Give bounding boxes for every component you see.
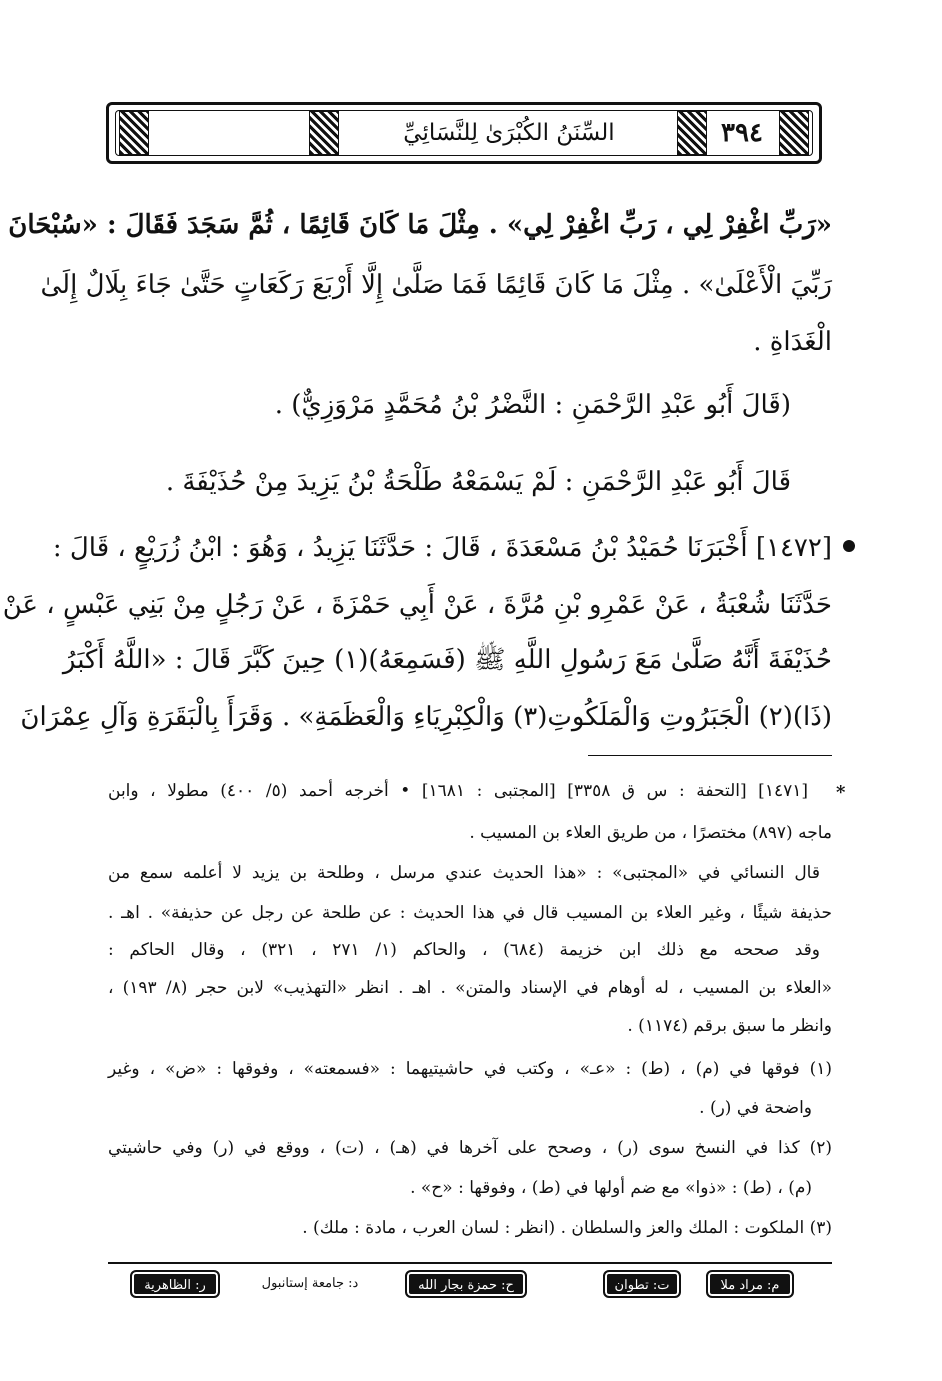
- footnote-line: [١٤٧١] [التحفة : س ق ٣٣٥٨] [المجتبى : ١٦٨١] • أخرجه أحمد (٥/ ٤٠٠) مطولا ، وابن: [108, 781, 808, 801]
- footnote-line: وقد صححه مع ذلك ابن خزيمة (٦٨٤) ، والحاكم (١/ ٢٧١ ، ٣٢١) ، وقال الحاكم :: [108, 940, 820, 960]
- main-text-line: [١٤٧٢] أَخْبَرَنَا حُمَيْدُ بْنُ مَسْعَدَةَ ، قَالَ : حَدَّثَنَا يَزِيدُ ، وَهُوَ : ابْنُ زُرَيْعٍ ، قَالَ :: [52, 533, 832, 563]
- main-text-line: الْغَدَاةِ .: [753, 327, 832, 357]
- ornament-icon: [119, 111, 149, 155]
- footnote-line: (١) فوقها في (م) ، (ط) : «عـ» ، وكتب في حاشيتيهما : «فسمعته» ، وفوقها : «ض» ، وغير: [108, 1059, 832, 1079]
- footnote-star-icon: *: [836, 782, 846, 803]
- running-title: السِّنَنُ الكُبْرَىٰ لِلنَّسَائِيِّ: [403, 120, 615, 146]
- manuscript-tag: ت: تطوان: [603, 1270, 681, 1298]
- footnote-line: «العلاء بن المسيب ، له أوهام في الإسناد والمتن» . اهـ . انظر «التهذيب» لابن حجر (٨/ ١٩٣) ،: [108, 978, 832, 998]
- ornament-icon: [309, 111, 339, 155]
- footnote-line: واضحة في (ر) .: [699, 1098, 812, 1118]
- footnote-line: ماجه (٨٩٧) مختصرًا ، من طريق العلاء بن المسيب .: [469, 823, 832, 843]
- main-text-line: حَدَّثَنَا شُعْبَةُ ، عَنْ عَمْرِو بْنِ مُرَّةَ ، عَنْ أَبِي حَمْزَةَ ، عَنْ رَجُلٍ مِنْ بَنِي عَبْسٍ ، عَنْ: [2, 590, 832, 620]
- main-text-line: (قَالَ أَبُو عَبْدِ الرَّحْمَنِ : النَّضْرُ بْنُ مُحَمَّدٍ مَرْوَزِيٌّ) .: [274, 390, 791, 420]
- hadith-bullet-icon: [843, 540, 855, 552]
- manuscript-tag: ر: الظاهرية: [130, 1270, 220, 1298]
- footnote-line: حذيفة شيئًا ، وغير العلاء بن المسيب قال في هذا الحديث : عن طلحة عن رجل عن حذيفة» . اهـ .: [108, 903, 832, 923]
- footnote-line: (٢) كذا في النسخ سوى (ر) ، وصحح على آخرها في (هـ) ، (ت) ، ووقع في (ر) وفي حاشيتي: [108, 1138, 832, 1158]
- page-header-frame: [106, 102, 822, 164]
- manuscript-tag: د: جامعة إستانبول: [261, 1276, 359, 1291]
- footnote-line: (٣) الملكوت : الملك والعز والسلطان . (انظر : لسان العرب ، مادة : ملك) .: [302, 1218, 832, 1238]
- manuscript-tag: م: مراد ملا: [706, 1270, 794, 1298]
- main-text-line: (ذَا)(٢) الْجَبَرُوتِ وَالْمَلَكُوتِ(٣) وَالْكِبْرِيَاءِ وَالْعَظَمَةِ» . وَقَرَأَ بِالْبَقَرَةِ وَآلِ عِمْرَانَ: [20, 702, 832, 732]
- footnote-line: قال النسائي في «المجتبى» : «هذا الحديث عندي مرسل ، وطلحة بن يزيد لا أعلمه سمع من: [108, 863, 820, 883]
- ornament-icon: [677, 111, 707, 155]
- footnote-line: (م) ، (ط) : «ذوا» مع ضم أولها في (ط) ، وفوقها : «ح» .: [410, 1178, 812, 1198]
- main-text-line: «رَبِّ اغْفِرْ لِي ، رَبِّ اغْفِرْ لِي» . مِثْلَ مَا كَانَ قَائِمًا ، ثُمَّ سَجَدَ فَقَالَ : «سُبْحَانَ: [8, 210, 832, 240]
- footnote-line: وانظر ما سبق برقم (١١٧٤) .: [627, 1016, 832, 1036]
- main-text-line: رَبِّيَ الْأَعْلَىٰ» . مِثْلَ مَا كَانَ قَائِمًا فَمَا صَلَّىٰ إِلَّا أَرْبَعَ رَكَعَاتٍ حَتَّىٰ جَاءَ بِلَالٌ إِلَىٰ: [40, 270, 832, 300]
- manuscript-tag: ح: حمزة بجار الله: [405, 1270, 527, 1298]
- book-seal-logo: [151, 109, 307, 155]
- footer-rule: [108, 1262, 832, 1264]
- main-text-line: قَالَ أَبُو عَبْدِ الرَّحْمَنِ : لَمْ يَسْمَعْهُ طَلْحَةُ بْنُ يَزِيدَ مِنْ حُذَيْفَةَ .: [165, 467, 791, 497]
- main-text-line: حُذَيْفَةَ أَنَّهُ صَلَّىٰ مَعَ رَسُولِ اللَّهِ ﷺ (فَسَمِعَهُ)(١) حِينَ كَبَّرَ قَالَ : «اللَّهُ أَكْبَرُ: [62, 645, 832, 675]
- page-number: ٣٩٤: [721, 118, 763, 148]
- ornament-icon: [779, 111, 809, 155]
- footnote-separator: [588, 755, 832, 756]
